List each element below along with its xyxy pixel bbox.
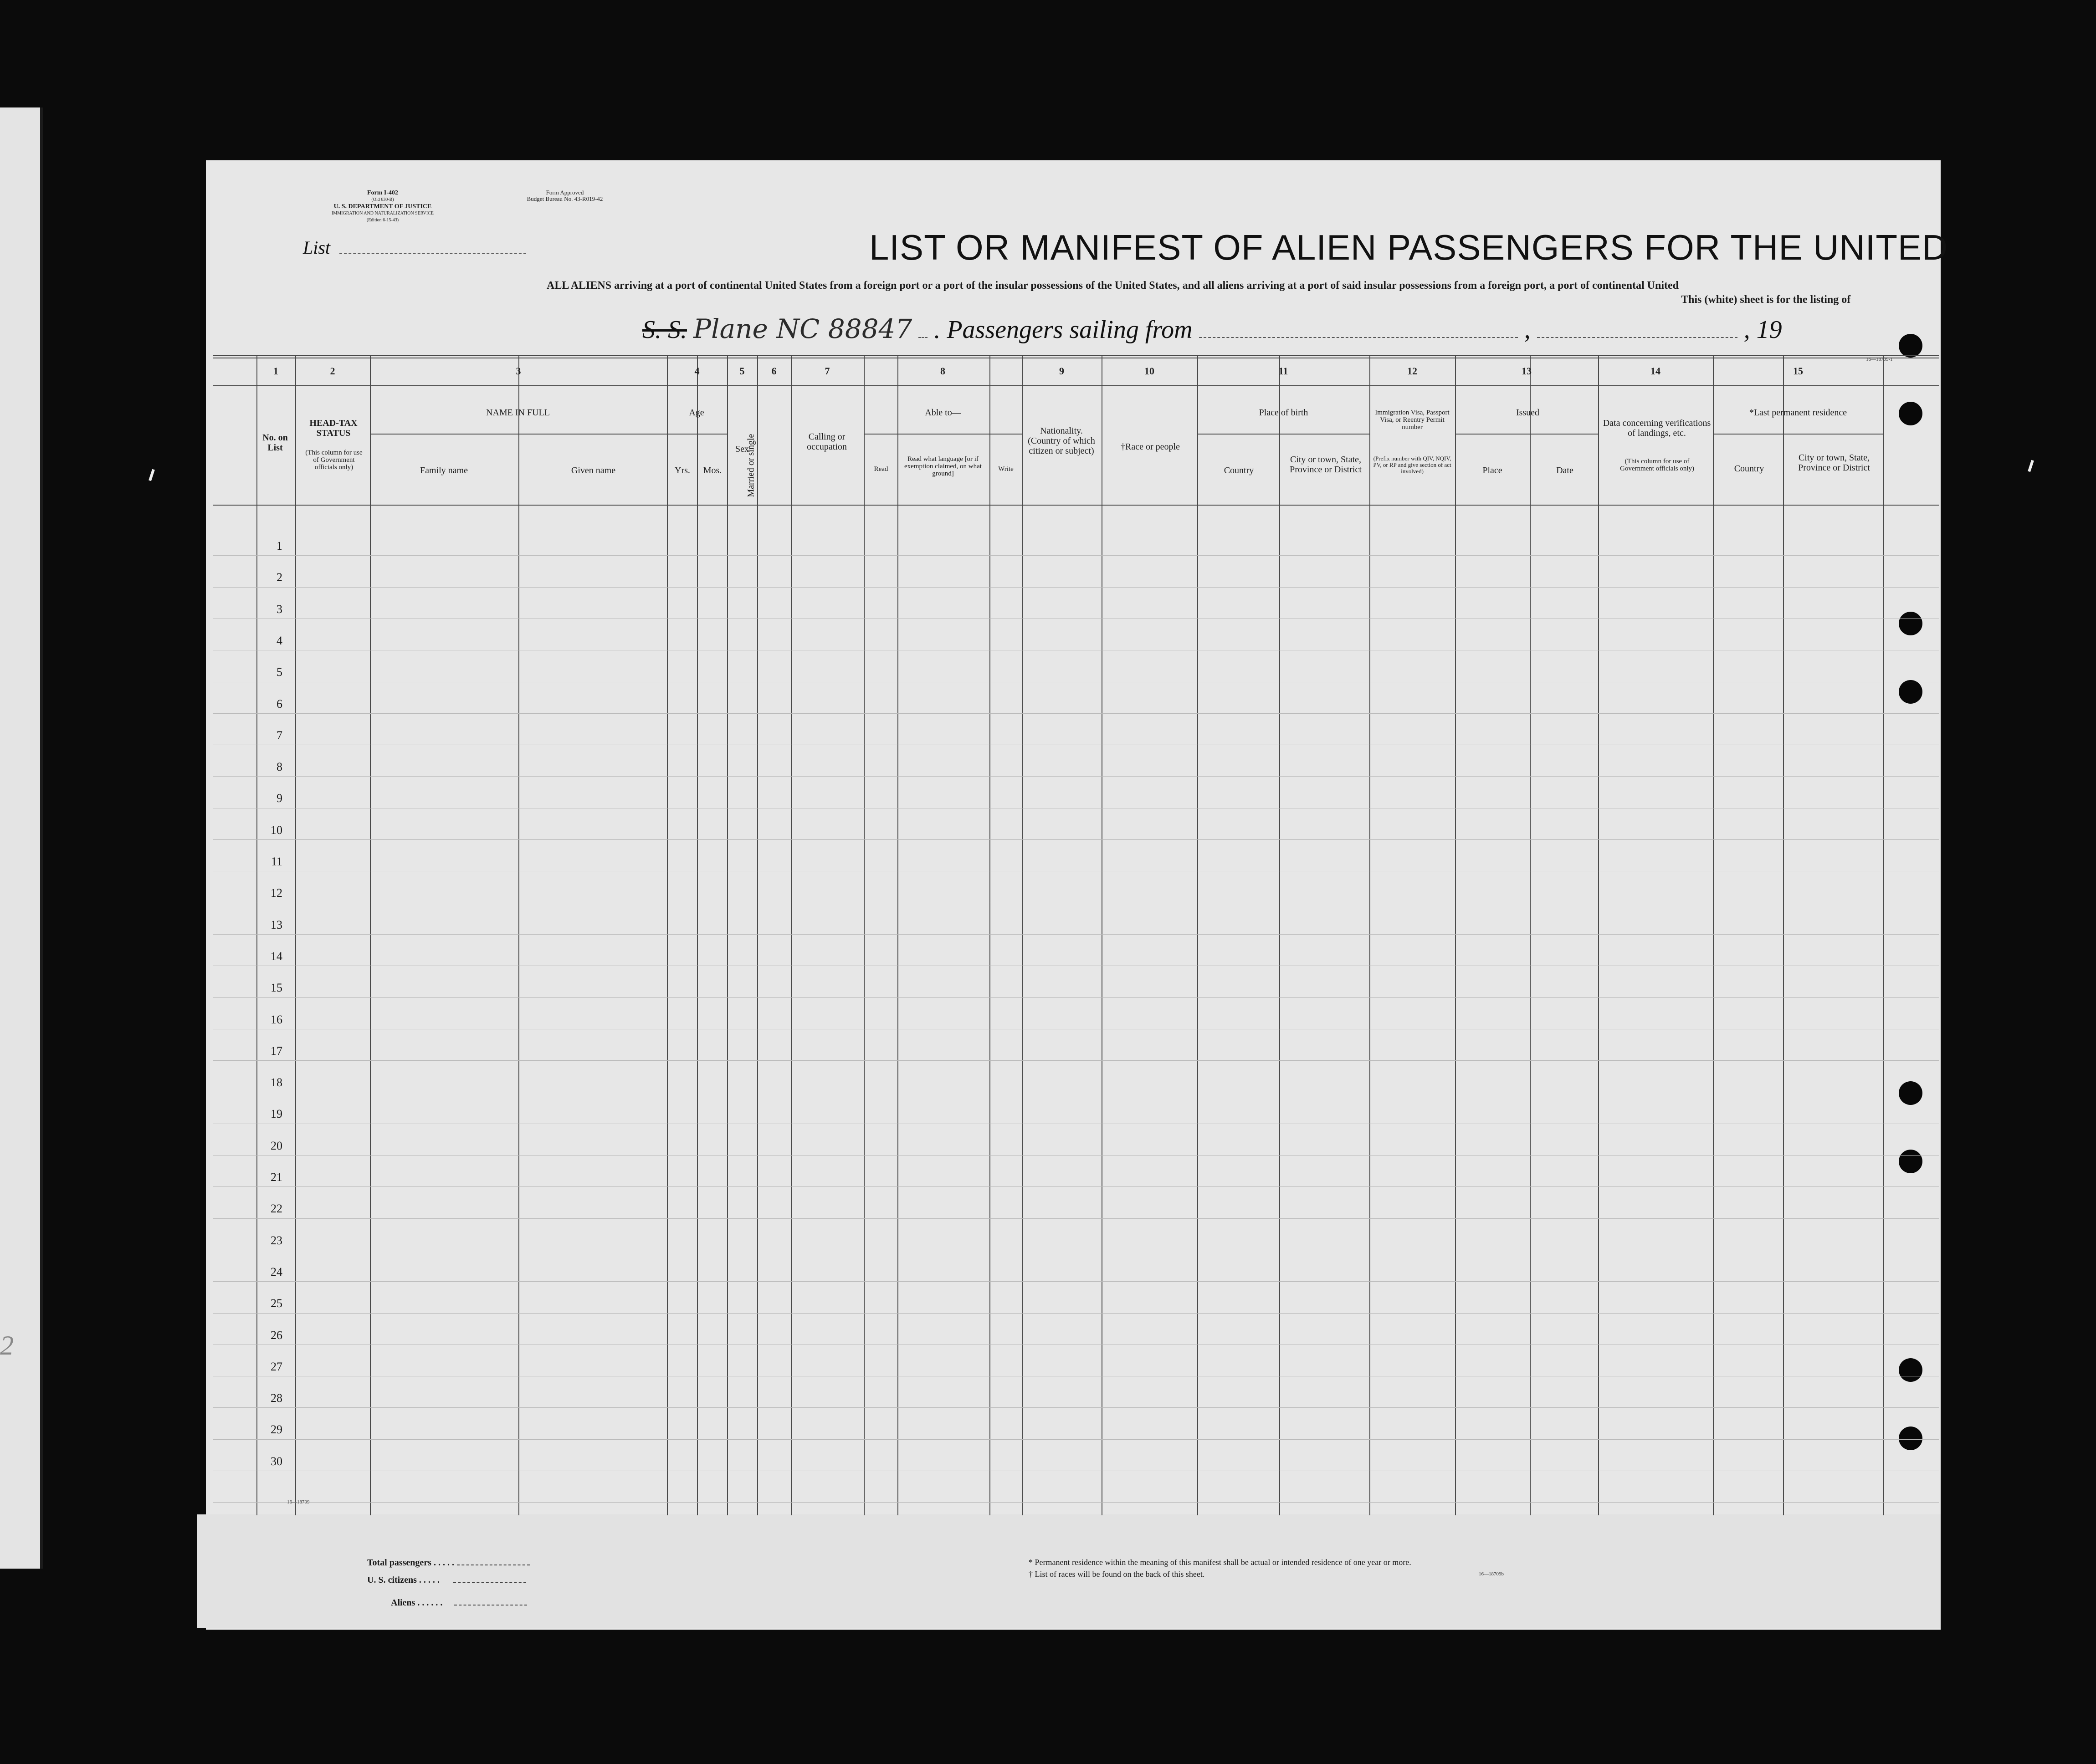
column-number: 6 <box>771 365 777 377</box>
row-number: 11 <box>271 855 282 868</box>
header-no-on-list: No. on List <box>262 433 288 453</box>
manifest-sheet <box>206 160 1941 1630</box>
subtitle-line-1: ALL ALIENS arriving at a port of continental United States from a foreign port or a port of the insular possessions of the United States, and all aliens arriving at a port of said insular possessions from a foreign port, a port of continental United <box>547 280 1679 291</box>
row-rule <box>213 776 1939 777</box>
row-number: 17 <box>271 1044 282 1058</box>
row-rule <box>213 1407 1939 1408</box>
header-given-name: Given name <box>571 465 616 476</box>
sailing-date-field[interactable] <box>1537 337 1737 338</box>
sailing-from-field[interactable] <box>1199 337 1518 338</box>
row-number: 20 <box>271 1139 282 1152</box>
column-rule <box>1530 355 1531 1515</box>
header-age: Age <box>689 408 704 418</box>
row-number: 9 <box>277 792 282 805</box>
list-label-text: List <box>303 237 331 258</box>
header-residence-city: City or town, State, Province or District <box>1798 453 1870 473</box>
punch-hole <box>1899 1427 1922 1450</box>
vessel-prefix: S. S. <box>642 316 687 344</box>
punch-hole <box>1899 402 1922 425</box>
header-place-of-birth: Place of birth <box>1259 408 1308 418</box>
scan-speck <box>149 469 155 481</box>
row-number: 8 <box>277 760 282 773</box>
column-rule <box>1369 355 1370 1515</box>
column-rule <box>295 355 296 1515</box>
header-name-in-full: NAME IN FULL <box>486 408 550 418</box>
form-identification <box>292 189 474 224</box>
header-nationality: Nationality. (Country of which citizen or subject) <box>1028 426 1095 456</box>
list-number-field[interactable] <box>339 253 526 254</box>
column-rule <box>667 355 668 1515</box>
column-number: 2 <box>330 365 335 377</box>
row-number: 16 <box>271 1013 282 1026</box>
row-number: 1 <box>277 539 282 552</box>
footer-total-passengers <box>367 1558 530 1568</box>
row-number: 28 <box>271 1391 282 1405</box>
header-birth-country: Country <box>1224 465 1254 476</box>
column-number: 12 <box>1407 365 1417 377</box>
header-married: Married or single <box>746 434 756 497</box>
table-rule <box>213 385 1939 386</box>
print-code-left: 16—18709 <box>287 1499 310 1505</box>
column-rule <box>864 355 865 1515</box>
row-rule <box>213 587 1939 588</box>
row-number: 19 <box>271 1107 282 1120</box>
column-rule <box>757 355 758 1515</box>
punch-hole <box>1899 680 1922 704</box>
column-number: 14 <box>1650 365 1660 377</box>
row-number: 25 <box>271 1297 282 1310</box>
footer-aliens-label: Aliens . . . . . . <box>391 1598 443 1608</box>
header-write: Write <box>998 465 1014 473</box>
header-calling: Calling or occupation <box>807 432 847 452</box>
row-number: 18 <box>271 1076 282 1089</box>
print-code-bottom: 16—18709b <box>1479 1571 1504 1577</box>
row-rule <box>213 1313 1939 1314</box>
footnote-permanent-residence: * Permanent residence within the meaning of this manifest shall be actual or intended residence of one year or more. <box>1029 1558 1411 1567</box>
column-rule <box>518 355 519 1515</box>
row-rule <box>213 1155 1939 1156</box>
table-rule <box>864 434 1022 435</box>
header-visa: Immigration Visa, Passport Visa, or Reentry Permit number <box>1375 409 1450 431</box>
form-edition: (Edition 6-15-43) <box>366 218 399 223</box>
punch-hole <box>1899 1081 1922 1105</box>
header-read-language: Read what language [or if exemption claimed, on what ground] <box>904 455 982 477</box>
column-rule <box>370 355 371 1515</box>
service-name: IMMIGRATION AND NATURALIZATION SERVICE <box>332 211 434 216</box>
sailing-from-label: . Passengers sailing from <box>934 316 1193 344</box>
row-rule <box>213 1502 1939 1503</box>
header-head-tax-note: (This column for use of Government officials only) <box>305 449 363 471</box>
column-rule <box>1783 355 1784 1515</box>
column-number: 11 <box>1278 365 1288 377</box>
header-read: Read <box>874 465 888 473</box>
header-mos: Mos. <box>703 465 722 476</box>
column-rule <box>989 355 990 1515</box>
column-rule <box>1022 355 1023 1515</box>
column-rule <box>727 355 728 1515</box>
column-rule <box>1197 355 1198 1515</box>
vessel-line <box>642 313 1782 344</box>
header-race: †Race or people <box>1121 442 1180 452</box>
row-rule <box>213 1281 1939 1282</box>
row-number: 22 <box>271 1202 282 1215</box>
table-rule <box>213 505 1939 506</box>
header-issued: Issued <box>1516 408 1540 418</box>
header-able-to: Able to— <box>925 408 961 418</box>
vessel-name-handwritten[interactable]: Plane NC 88847 <box>693 313 912 344</box>
header-residence-country: Country <box>1734 464 1764 474</box>
column-rule <box>897 355 898 1515</box>
row-number: 21 <box>271 1171 282 1184</box>
row-rule <box>213 934 1939 935</box>
row-number: 26 <box>271 1329 282 1342</box>
column-number: 9 <box>1059 365 1064 377</box>
header-data-note: (This column for use of Government officials only) <box>1619 458 1694 472</box>
form-number: Form I-402 <box>367 189 399 196</box>
row-number: 5 <box>277 665 282 679</box>
adjacent-page-edge <box>40 107 43 1569</box>
row-number: 3 <box>277 603 282 616</box>
column-rule <box>697 355 698 1515</box>
form-approved-label: Form Approved <box>546 189 584 196</box>
form-old-number: (Old 630-B) <box>371 197 394 202</box>
header-visa-note: (Prefix number with QIV, NQIV, PV, or RP and give section of act involved) <box>1373 455 1451 475</box>
footnote-races: † List of races will be found on the back of this sheet. <box>1029 1570 1205 1579</box>
column-number: 15 <box>1793 365 1803 377</box>
footer-us-citizens <box>367 1575 526 1585</box>
row-number: 13 <box>271 918 282 931</box>
footer-citizens-label: U. S. citizens . . . . . <box>367 1575 440 1585</box>
table-rule <box>1713 434 1883 435</box>
row-rule <box>213 997 1939 998</box>
punch-hole <box>1899 1150 1922 1173</box>
us-citizens-field[interactable] <box>453 1582 526 1583</box>
column-number: 13 <box>1522 365 1532 377</box>
margin-mark: 2 <box>0 1330 14 1360</box>
row-rule <box>213 1186 1939 1187</box>
header-issued-date: Date <box>1556 465 1573 476</box>
row-number: 15 <box>271 981 282 994</box>
table-rule <box>1197 434 1369 435</box>
column-rule <box>1598 355 1599 1515</box>
row-number: 7 <box>277 729 282 742</box>
column-number: 1 <box>273 365 278 377</box>
header-head-tax: HEAD-TAX STATUS <box>309 418 358 438</box>
department-name: U. S. DEPARTMENT OF JUSTICE <box>333 203 432 210</box>
column-number: 5 <box>739 365 745 377</box>
print-code-top: 16—18709-1 <box>1866 357 1893 362</box>
row-number: 27 <box>271 1360 282 1373</box>
row-number: 23 <box>271 1234 282 1247</box>
list-label <box>303 237 526 258</box>
row-number: 24 <box>271 1265 282 1278</box>
subtitle-line-2: This (white) sheet is for the listing of <box>1681 294 1851 306</box>
row-rule <box>213 1218 1939 1219</box>
punch-hole <box>1899 1358 1922 1382</box>
column-rule <box>1455 355 1456 1515</box>
table-rule <box>213 355 1939 356</box>
row-number: 10 <box>271 823 282 837</box>
budget-bureau-number: Budget Bureau No. 43-R019-42 <box>527 195 603 202</box>
row-number: 4 <box>277 634 282 647</box>
form-approval <box>492 189 638 202</box>
column-rule <box>1713 355 1714 1515</box>
row-number: 6 <box>277 697 282 711</box>
column-number: 10 <box>1144 365 1154 377</box>
header-data-concerning: Data concerning verifications of landings, etc. <box>1603 418 1711 438</box>
vessel-name-underline <box>918 337 928 338</box>
table-rule <box>1455 434 1598 435</box>
sailing-comma: , <box>1524 316 1531 344</box>
column-number: 4 <box>694 365 700 377</box>
header-birth-city: City or town, State, Province or District <box>1290 455 1362 475</box>
header-family-name: Family name <box>420 465 468 476</box>
row-number: 12 <box>271 886 282 900</box>
column-rule <box>1279 355 1280 1515</box>
scan-speck <box>2028 460 2034 472</box>
header-issued-place: Place <box>1482 465 1502 476</box>
row-number: 2 <box>277 571 282 584</box>
row-rule <box>213 1060 1939 1061</box>
row-rule <box>213 555 1939 556</box>
column-number: 8 <box>940 365 945 377</box>
column-rule <box>1883 355 1884 1515</box>
column-rule <box>791 355 792 1515</box>
header-sex: Sex <box>735 444 749 454</box>
footer-aliens <box>391 1598 527 1608</box>
footer-total-label: Total passengers . . . . . <box>367 1558 454 1568</box>
punch-hole <box>1899 334 1922 358</box>
header-last-residence: *Last permanent residence <box>1749 408 1847 418</box>
column-number: 3 <box>516 365 521 377</box>
page-title: LIST OR MANIFEST OF ALIEN PASSENGERS FOR THE UNITED <box>869 227 1948 267</box>
row-number: 30 <box>271 1455 282 1468</box>
row-rule <box>213 1439 1939 1440</box>
row-rule <box>213 713 1939 714</box>
punch-hole <box>1899 612 1922 635</box>
header-yrs: Yrs. <box>675 465 690 476</box>
row-rule <box>213 839 1939 840</box>
year-label: , 19 <box>1743 316 1782 344</box>
row-number: 29 <box>271 1423 282 1436</box>
column-number: 7 <box>825 365 830 377</box>
row-number: 14 <box>271 950 282 963</box>
